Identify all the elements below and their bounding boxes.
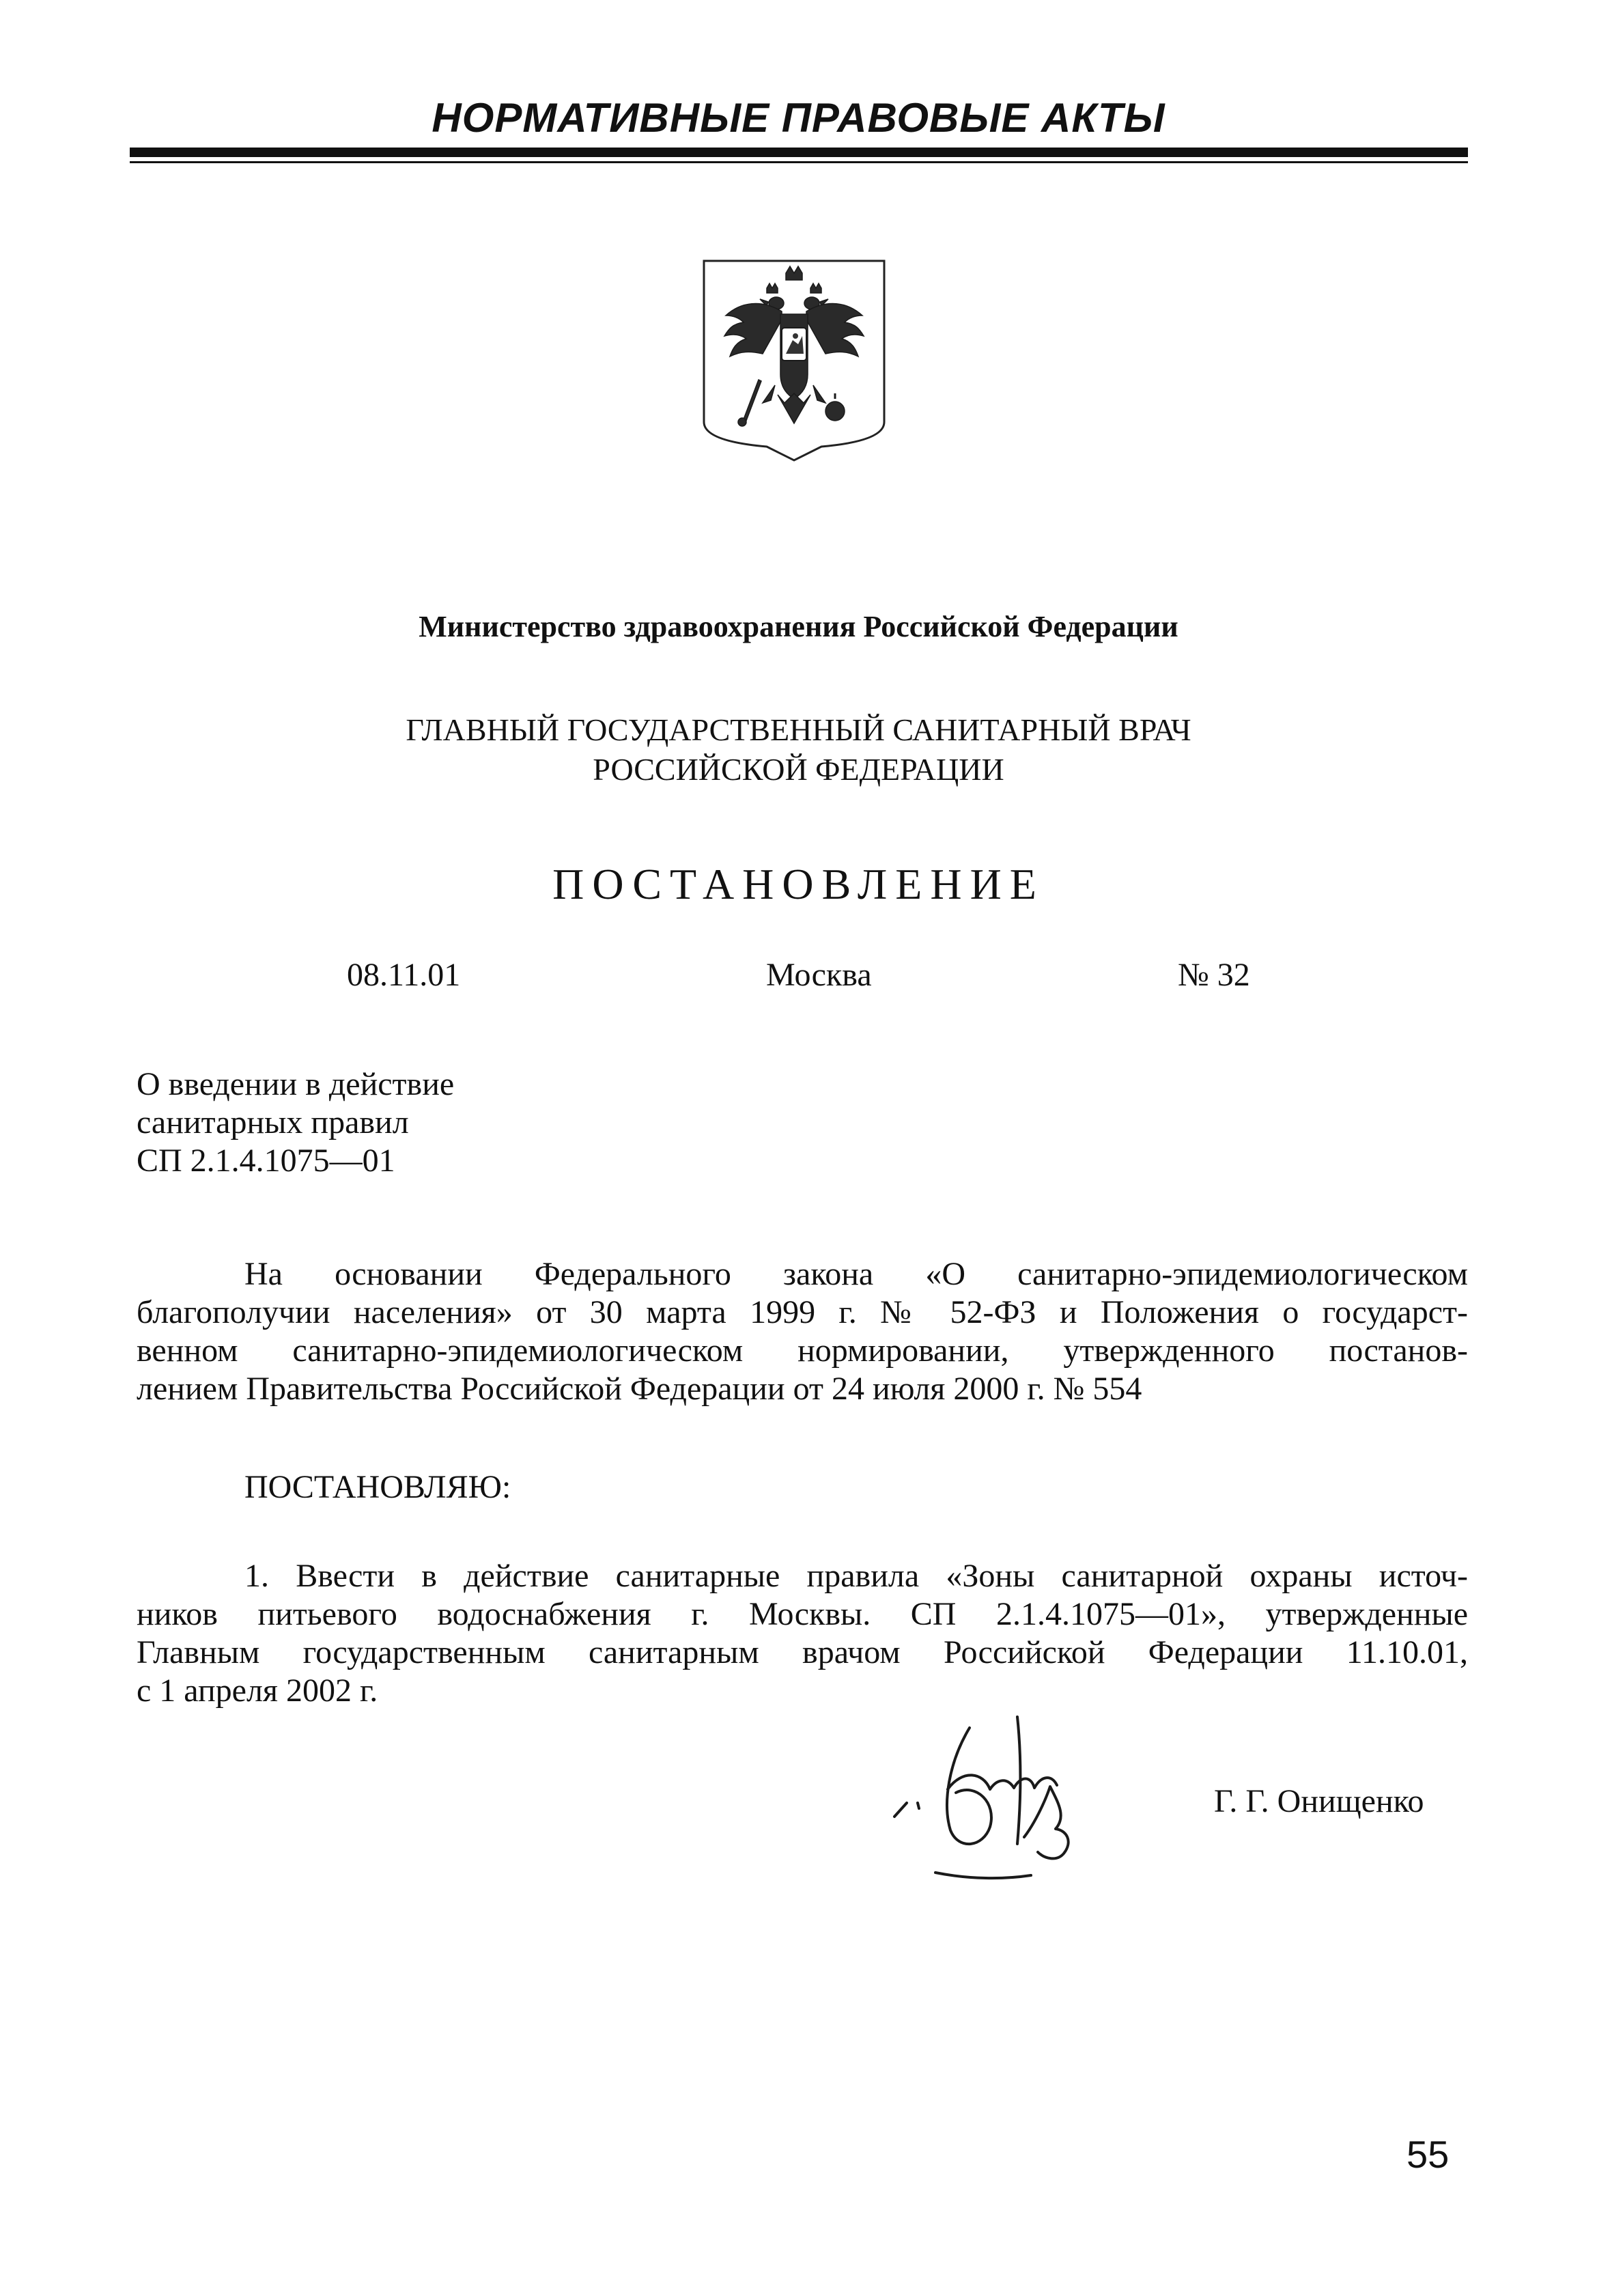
paragraph-line: ников питьевого водоснабжения г. Москвы. СП 2.1.4.1075—01», утвержденные <box>137 1596 1468 1632</box>
resolution-item-1 <box>137 1557 1468 1710</box>
page-number: 55 <box>1407 2133 1450 2176</box>
ministry-name: Министерство здравоохранения Российской Федерации <box>419 610 1178 643</box>
handwritten-signature <box>888 1700 1133 1892</box>
signer-name: Г. Г. Онищенко <box>1214 1783 1424 1819</box>
basis-paragraph <box>137 1255 1468 1408</box>
header-rule-thick <box>130 148 1468 157</box>
document-type: ПОСТАНОВЛЕНИЕ <box>552 860 1045 908</box>
document-number: № 32 <box>1178 957 1250 993</box>
officer-title-line1: ГЛАВНЫЙ ГОСУДАРСТВЕННЫЙ САНИТАРНЫЙ ВРАЧ <box>406 712 1191 747</box>
paragraph-line: благополучии населения» от 30 марта 1999 г. № 52-ФЗ и Положения о государст- <box>137 1294 1468 1330</box>
officer-title <box>0 710 1597 789</box>
officer-title-line2: РОССИЙСКОЙ ФЕДЕРАЦИИ <box>593 752 1004 787</box>
resolve-heading: ПОСТАНОВЛЯЮ: <box>244 1469 511 1505</box>
document-date: 08.11.01 <box>347 957 461 993</box>
subject-line: санитарных правил <box>137 1104 409 1140</box>
paragraph-line: венном санитарно-эпидемиологическом нормировании, утвержденного постанов- <box>137 1332 1468 1369</box>
paragraph-line: На основании Федерального закона «О санитарно-эпидемиологическом <box>244 1256 1468 1292</box>
paragraph-line: с 1 апреля 2002 г. <box>137 1672 378 1709</box>
document-subject <box>137 1065 454 1180</box>
paragraph-line: лением Правительства Российской Федерации от 24 июля 2000 г. № 554 <box>137 1371 1142 1407</box>
paragraph-line: Главным государственным санитарным врачом Российской Федерации 11.10.01, <box>137 1634 1468 1670</box>
paragraph-line: 1. Ввести в действие санитарные правила «Зоны санитарной охраны источ- <box>244 1558 1468 1594</box>
subject-line: СП 2.1.4.1075—01 <box>137 1143 395 1179</box>
header-rule-thin <box>130 161 1468 163</box>
subject-line: О введении в действие <box>137 1066 455 1102</box>
section-title: НОРМАТИВНЫЕ ПРАВОВЫЕ АКТЫ <box>432 95 1165 141</box>
document-city: Москва <box>766 957 872 993</box>
russian-coat-of-arms-icon <box>701 258 887 463</box>
